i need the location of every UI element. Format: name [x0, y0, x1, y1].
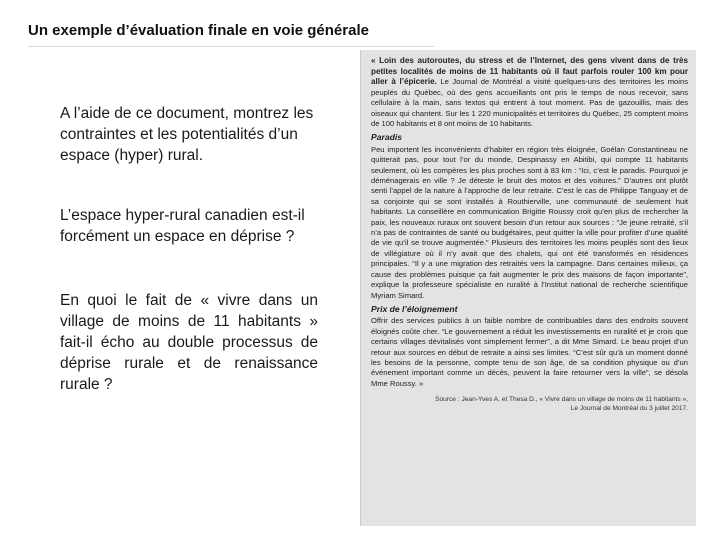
section-text-paradis: Peu importent les inconvénients d’habiter en région très éloignée, Goélan Constantineau ne quitterait pas, pour tout l’or du monde, Despinassy en Abitibi, qui compte 11 habitants seulement, où les compères les plus proches sont à 83 km : “Ici, c’est le paradis. Pourquoi je déménagerais en ville ? Je déteste le bruit des motos et des voitures.” D’autres ont plutôt senti l’appel de la nature à l’approche de leur retraite. C’est le cas de Philippe Tanguay et de sa conjointe qui se sont installés à Routhierville, une communauté de seulement huit habitants. La conseillère en communication Brigitte Roussy croit qu’en plus de rechercher la paix, les nouveaux ruraux ont souvent besoin d’un retour aux sources : “Je jeune retraité, s’il n’a pas de contraintes de santé ou budgétaires, peut quitter la ville pour profiter d’une qualité de vie qu’il se trouve augmentée.” Plusieurs des territoires les moins peuplés sont des lieux de villégiature où il n’y avait que des chalets, qui ont été transformés en résidences principales. “Il y a une migration des retraités vers la campagne. Dans certaines milieux, ça cause des problèmes puisque ça fait augmenter le prix des maisons de façon importante”, explique la professeure spécialiste en ruralité à l’Institut national de recherche scientifique Myriam Simard. — [371, 144, 688, 300]
question-2: L’espace hyper-rural canadien est-il forcément un espace en déprise ? — [60, 207, 305, 245]
question-3: En quoi le fait de « vivre dans un village de moins de 11 habitants » fait-il écho au double processus de déprise rurale et de renaissance rurale ? — [60, 292, 318, 393]
question-1: A l’aide de ce document, montrez les contraintes et les potentialités d’un espace (hyper) rural. — [60, 105, 314, 164]
slide-title: Un exemple d’évaluation finale en voie générale — [28, 22, 369, 39]
section-text-prix: Offrir des services publics à un faible nombre de contribuables dans des endroits souvent éloignés coûte cher. “Le gouvernement a réduit les investissements en ruralité et je crois que certains villages dévitalisés vont simplement fermer”, a dit Mme Simard. Le beau projet d’un retour aux sources en début de retraite a ainsi ses limites. “C’est sûr qu’à un moment donné les besoins de la personne, compte tenu de son âge, de sa condition physique ou d’un événement important comme un décès, peuvent la faire retourner vers la ville”, se désola Mme Roussy. » — [371, 316, 688, 388]
article-intro-text: Le Journal de Montréal a visité quelques-uns des territoires les moins peuplés du Québec, où des gens accueillants ont pris le temps de nous recevoir, sans cellulaire à la main, sans textos qui entrent à tout moment. Pas de gazouillis, mais des oiseaux qui chantent. Sur les 1 220 municipalités et territoires du Québec, 25 comptent moins de 100 habitants et 8 ont moins de 10 habitants. — [371, 77, 688, 128]
title-underline — [28, 46, 434, 47]
article-intro — [371, 56, 688, 129]
section-heading-prix: Prix de l’éloignement — [371, 303, 458, 314]
article-lead: « Loin des autoroutes, du stress et de l’Internet, des gens vivent dans de très petites localités de moins de 11 habitants où il faut parfois rouler 100 km pour aller à l’épicerie. — [371, 56, 688, 87]
press-article-document — [360, 50, 696, 526]
article-source — [371, 395, 688, 413]
source-line-2: Le Journal de Montréal du 3 juillet 2017. — [570, 405, 688, 413]
section-heading-paradis: Paradis — [371, 132, 403, 143]
source-line-1: Source : Jean-Yves A. et Thesa D., « Vivre dans un village de moins de 11 habitants », — [435, 396, 688, 404]
